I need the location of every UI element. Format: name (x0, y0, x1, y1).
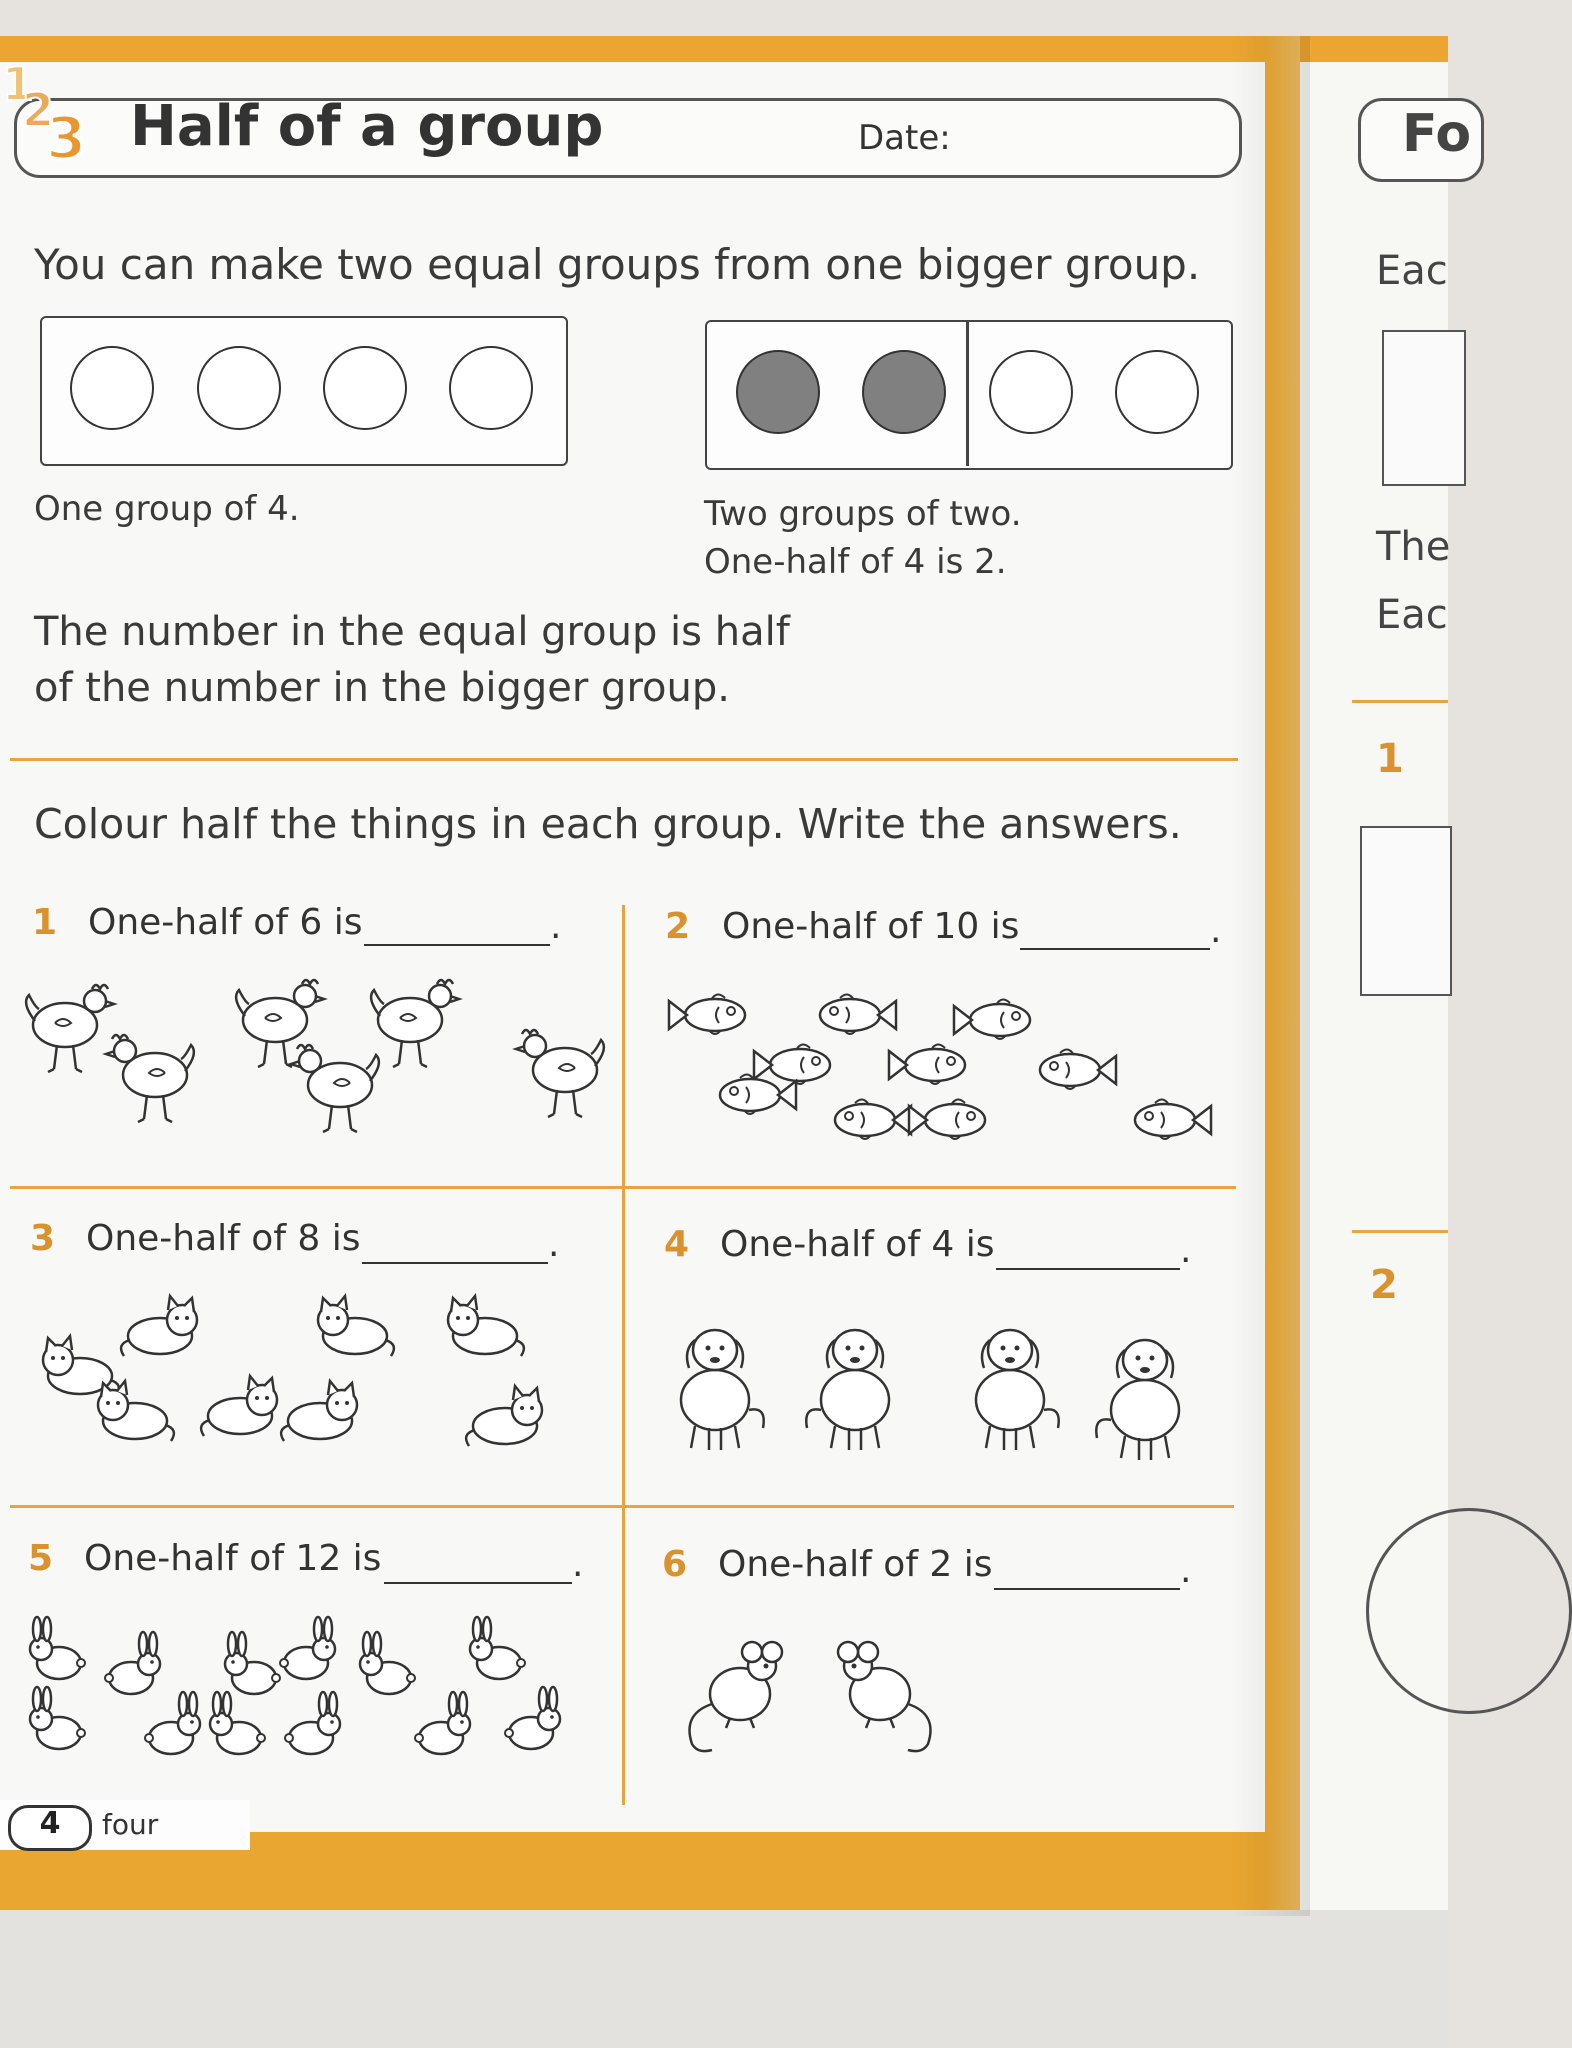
fish-group (660, 975, 1240, 1155)
cats-group (25, 1290, 605, 1470)
question-2-text: One-half of 10 is (722, 906, 1020, 947)
intro-text: You can make two equal groups from one bigger group. (34, 240, 1201, 289)
grid-rule-2 (10, 1505, 1234, 1508)
hen-icon[interactable] (371, 980, 459, 1067)
question-2-number: 2 (665, 906, 691, 947)
mouse-icon[interactable] (690, 1642, 783, 1751)
page-number: 4 (39, 1806, 61, 1841)
right-page-box-1 (1382, 330, 1466, 486)
answer-blank-3[interactable] (362, 1262, 548, 1264)
cat-icon[interactable] (98, 1381, 174, 1441)
empty-circle (989, 350, 1073, 434)
dogs-group (660, 1300, 1220, 1480)
section-rule (10, 758, 1238, 761)
fish-icon[interactable] (820, 994, 896, 1034)
question-4-text: One-half of 4 is (720, 1224, 995, 1265)
rabbit-icon[interactable] (360, 1632, 415, 1694)
period: . (1180, 1550, 1192, 1591)
group-divider (966, 322, 969, 466)
fish-icon[interactable] (889, 1044, 965, 1084)
period: . (550, 906, 562, 947)
question-6-number: 6 (662, 1544, 688, 1585)
right-page-line-1: Eac (1376, 248, 1448, 294)
dog-icon[interactable] (1096, 1340, 1179, 1460)
rabbit-icon[interactable] (470, 1617, 525, 1679)
hen-icon[interactable] (26, 985, 114, 1072)
question-5-text: One-half of 12 is (84, 1538, 382, 1579)
cat-icon[interactable] (318, 1296, 394, 1356)
rule-text (34, 604, 790, 716)
background-below (0, 1910, 1448, 2048)
dog-icon[interactable] (976, 1330, 1059, 1450)
empty-circle (449, 346, 533, 430)
cat-icon[interactable] (121, 1296, 197, 1356)
hen-icon[interactable] (516, 1030, 604, 1117)
caption-two-groups-1: Two groups of two. (704, 494, 1022, 534)
empty-circle (70, 346, 154, 430)
rabbit-icon[interactable] (105, 1632, 160, 1694)
fish-icon[interactable] (909, 1099, 985, 1139)
question-1-text: One-half of 6 is (88, 902, 363, 943)
empty-circle (323, 346, 407, 430)
rabbit-icon[interactable] (30, 1687, 85, 1749)
question-1-number: 1 (32, 902, 58, 943)
rabbit-icon[interactable] (145, 1692, 200, 1754)
date-label: Date: (858, 118, 951, 158)
page-title: Half of a group (130, 94, 604, 159)
rabbits-group (25, 1620, 605, 1800)
answer-blank-5[interactable] (384, 1582, 572, 1584)
rabbit-icon[interactable] (225, 1632, 280, 1694)
caption-two-groups-2: One-half of 4 is 2. (704, 542, 1007, 582)
hens-group (10, 965, 610, 1145)
right-page-rule-2 (1352, 1230, 1448, 1233)
rabbit-icon[interactable] (30, 1617, 85, 1679)
period: . (1210, 910, 1222, 951)
hen-icon[interactable] (291, 1045, 379, 1132)
right-page-number-2: 2 (1370, 1262, 1398, 1308)
page-number-word: four (102, 1808, 159, 1841)
rule-line-2: of the number in the bigger group. (34, 665, 730, 711)
answer-blank-6[interactable] (994, 1588, 1180, 1590)
empty-circle (197, 346, 281, 430)
right-page-number-1: 1 (1376, 736, 1404, 782)
question-3-number: 3 (30, 1218, 56, 1259)
cat-icon[interactable] (466, 1386, 542, 1446)
rabbit-icon[interactable] (210, 1692, 265, 1754)
right-page-line-3: Eac (1376, 592, 1448, 638)
rule-line-1: The number in the equal group is half (34, 609, 790, 655)
svg-text:2: 2 (22, 83, 55, 137)
grid-rule-1 (10, 1186, 1236, 1189)
right-page-line-2: The (1376, 524, 1451, 570)
dog-icon[interactable] (806, 1330, 889, 1450)
fish-icon[interactable] (954, 999, 1030, 1039)
rabbit-icon[interactable] (505, 1687, 560, 1749)
right-page-box-2 (1360, 826, 1452, 996)
period: . (548, 1224, 560, 1265)
hen-icon[interactable] (106, 1035, 194, 1122)
fish-icon[interactable] (835, 1099, 911, 1139)
question-6-text: One-half of 2 is (718, 1544, 993, 1585)
rabbit-icon[interactable] (285, 1692, 340, 1754)
caption-one-group: One group of 4. (34, 489, 300, 529)
fish-icon[interactable] (669, 994, 745, 1034)
instruction-text: Colour half the things in each group. Write the answers. (34, 800, 1182, 848)
cat-icon[interactable] (448, 1296, 524, 1356)
answer-blank-4[interactable] (996, 1268, 1180, 1270)
answer-blank-2[interactable] (1020, 948, 1210, 950)
grid-vertical-rule (622, 905, 625, 1805)
right-page-circle (1366, 1508, 1572, 1714)
shaded-circle (736, 350, 820, 434)
mouse-icon[interactable] (838, 1642, 931, 1751)
period: . (572, 1544, 584, 1585)
rabbit-icon[interactable] (415, 1692, 470, 1754)
fish-icon[interactable] (720, 1074, 796, 1114)
question-3-text: One-half of 8 is (86, 1218, 361, 1259)
page-fold-shadow (1230, 36, 1310, 1916)
dog-icon[interactable] (681, 1330, 764, 1450)
badge-123-icon (0, 48, 102, 172)
fish-icon[interactable] (1040, 1049, 1116, 1089)
fish-icon[interactable] (754, 1044, 830, 1084)
empty-circle (1115, 350, 1199, 434)
fish-icon[interactable] (1135, 1099, 1211, 1139)
answer-blank-1[interactable] (364, 944, 550, 946)
shaded-circle (862, 350, 946, 434)
svg-text:3: 3 (46, 104, 87, 172)
mice-group (665, 1620, 965, 1780)
right-page-rule-1 (1352, 700, 1448, 703)
question-4-number: 4 (664, 1224, 690, 1265)
cat-icon[interactable] (281, 1381, 357, 1441)
right-page-title: Fo (1402, 104, 1472, 164)
cat-icon[interactable] (201, 1376, 277, 1436)
period: . (1180, 1230, 1192, 1271)
svg-text:1: 1 (2, 57, 35, 111)
rabbit-icon[interactable] (280, 1617, 335, 1679)
question-5-number: 5 (28, 1538, 54, 1579)
